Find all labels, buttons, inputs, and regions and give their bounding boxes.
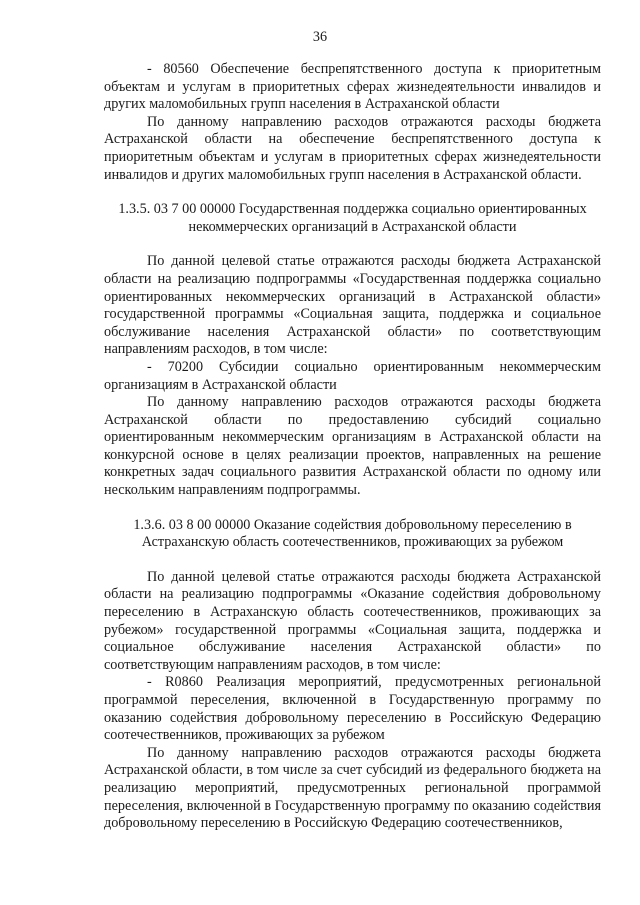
paragraph-1-3-6-intro: По данной целевой статье отражаются расходы бюджета Астраханской области на реализацию подпрограммы «Оказание содействия добровольному переселению в Астраханскую область соотечественников, проживающих за рубежом» государственной программы «Социальная защита, поддержка и социальное обслуживание населения Астраханской области» по соответствующим направлениям расходов, в том числе: (104, 568, 601, 673)
paragraph-80560-description: По данному направлению расходов отражаются расходы бюджета Астраханской области на обеспечение беспрепятственного доступа к приоритетным объектам и услугам в приоритетных сферах жизнедеятельности инвалидов и других маломобильных групп населения в Астраханской области. (104, 113, 601, 183)
paragraph-r0860-description: По данному направлению расходов отражаются расходы бюджета Астраханской области, в том числе за счет субсидий из федерального бюджета на реализацию мероприятий, предусмотренных региональной программой переселения, включенной в Государственную программу по оказанию содействия добровольному переселению в Российскую Федерацию соотечественников, (104, 744, 601, 832)
list-item-r0860: - R0860 Реализация мероприятий, предусмотренных региональной программой переселения, включенной в Государственную программу по оказанию содействия добровольному переселению в Российскую Федерацию соотечественников, проживающих за рубежом (104, 674, 601, 744)
section-heading-1-3-5: 1.3.5. 03 7 00 00000 Государственная поддержка социально ориентированных некоммерческих организаций в Астраханской области (118, 201, 587, 235)
page-number: 36 (312, 29, 328, 45)
document-body (104, 61, 601, 833)
paragraph-70200-description: По данному направлению расходов отражаются расходы бюджета Астраханской области по предоставлению субсидий социально ориентированным некоммерческим организациям в Астраханской области на конкурсной основе в целях реализации проектов, направленных на решение конкретных задач социального развития Астраханской области по одному или нескольким направлениям подпрограммы. (104, 394, 601, 499)
paragraph-1-3-5-intro: По данной целевой статье отражаются расходы бюджета Астраханской области на реализацию подпрограммы «Государственная поддержка социально ориентированных некоммерческих организаций в Астраханской области» государственной программы «Социальная защита, поддержка и социальное обслуживание населения Астраханской области» по соответствующим направлениям расходов, в том числе: (104, 253, 601, 358)
section-heading-1-3-6: 1.3.6. 03 8 00 00000 Оказание содействия добровольному переселению в Астраханскую область соотечественников, проживающих за рубежом (133, 516, 572, 551)
list-item-80560: - 80560 Обеспечение беспрепятственного доступа к приоритетным объектам и услугам в приоритетных сферах жизнедеятельности инвалидов и других маломобильных групп населения в Астраханской области (104, 61, 601, 113)
list-item-70200: - 70200 Субсидии социально ориентированным некоммерческим организациям в Астраханской области (104, 358, 601, 393)
